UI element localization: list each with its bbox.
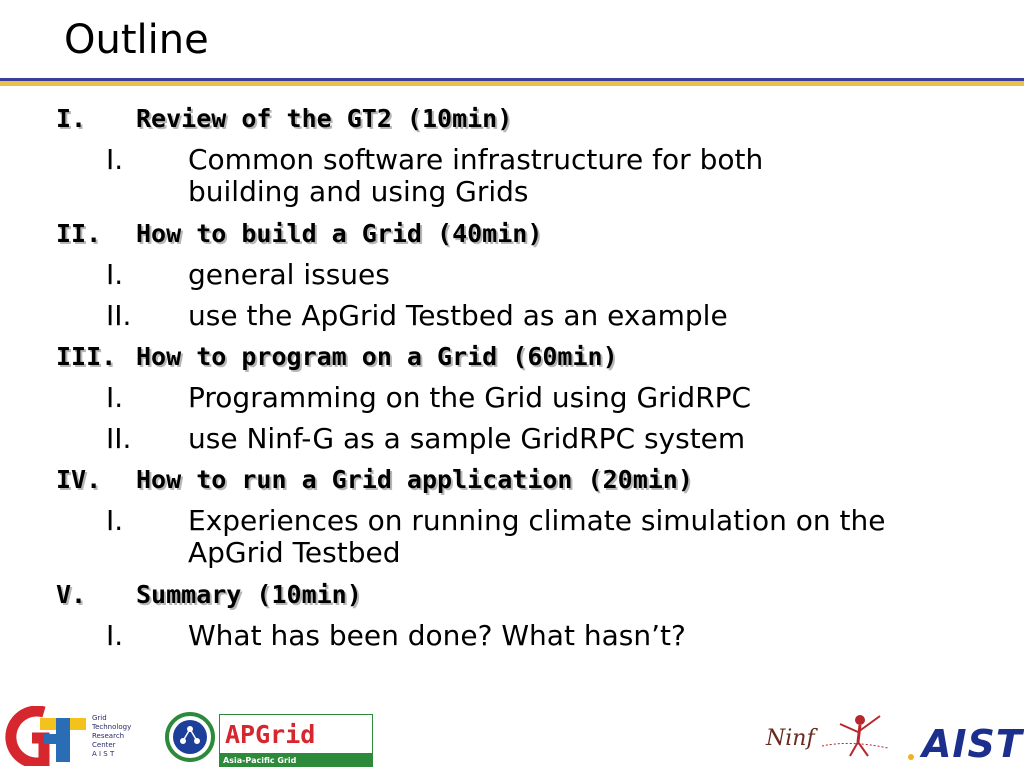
subitem-text: use the ApGrid Testbed as an example <box>188 299 728 332</box>
subitem-number: I. <box>106 619 124 652</box>
gtrc-line-1: Grid <box>92 714 107 722</box>
title-rule-gold <box>0 81 1024 86</box>
subitem-text: What has been done? What hasn’t? <box>188 619 686 652</box>
apgrid-logo-text: APGrid <box>225 720 316 749</box>
subitem-number: I. <box>106 381 124 414</box>
slide-title: Outline <box>64 17 209 63</box>
subitem-number: II. <box>106 422 132 455</box>
section-title: How to build a Grid (40min) <box>136 219 543 248</box>
subitem-text: Programming on the Grid using GridRPC <box>188 381 752 414</box>
gtrc-line-4: Center <box>92 741 116 749</box>
ninf-logo-text: Ninf <box>766 726 815 751</box>
gtrc-line-5: A I S T <box>92 750 115 758</box>
section-number: II. <box>56 219 102 248</box>
apgrid-caption: Asia-Pacific Grid <box>219 754 373 767</box>
subitem-text: Common software infrastructure for both <box>188 143 764 176</box>
gtrc-logo-icon <box>4 706 90 766</box>
section-number: III. <box>56 342 117 371</box>
outline-section-2 <box>56 219 542 249</box>
outline-section-5 <box>56 580 362 610</box>
section-number: IV. <box>56 465 102 494</box>
section-title: How to program on a Grid (60min) <box>136 342 618 371</box>
apgrid-wordmark-icon <box>219 714 373 754</box>
subitem-number: I. <box>106 504 124 537</box>
gtrc-caption <box>92 714 131 759</box>
subitem-text: use Ninf-G as a sample GridRPC system <box>188 422 746 455</box>
section-title: Summary (10min) <box>136 580 362 609</box>
section-number: V. <box>56 580 87 609</box>
footer-logos <box>0 700 1024 768</box>
ninf-figure-icon <box>820 710 890 760</box>
subitem-text-continued: ApGrid Testbed <box>188 536 401 569</box>
aist-logo-text: AIST <box>922 722 1023 766</box>
subitem-number: I. <box>106 143 124 176</box>
outline-section-4 <box>56 465 693 495</box>
apgrid-emblem-icon <box>165 712 215 762</box>
outline-section-1 <box>56 104 512 134</box>
aist-dot-icon <box>908 754 914 760</box>
subitem-text-continued: building and using Grids <box>188 175 529 208</box>
section-number: I. <box>56 104 87 133</box>
section-title: How to run a Grid application (20min) <box>136 465 693 494</box>
subitem-text: general issues <box>188 258 390 291</box>
subitem-number: I. <box>106 258 124 291</box>
subitem-number: II. <box>106 299 132 332</box>
gtrc-line-3: Research <box>92 732 125 740</box>
gtrc-line-2: Technology <box>92 723 132 731</box>
subitem-text: Experiences on running climate simulation on the <box>188 504 886 537</box>
outline-section-3 <box>56 342 618 372</box>
section-title: Review of the GT2 (10min) <box>136 104 513 133</box>
